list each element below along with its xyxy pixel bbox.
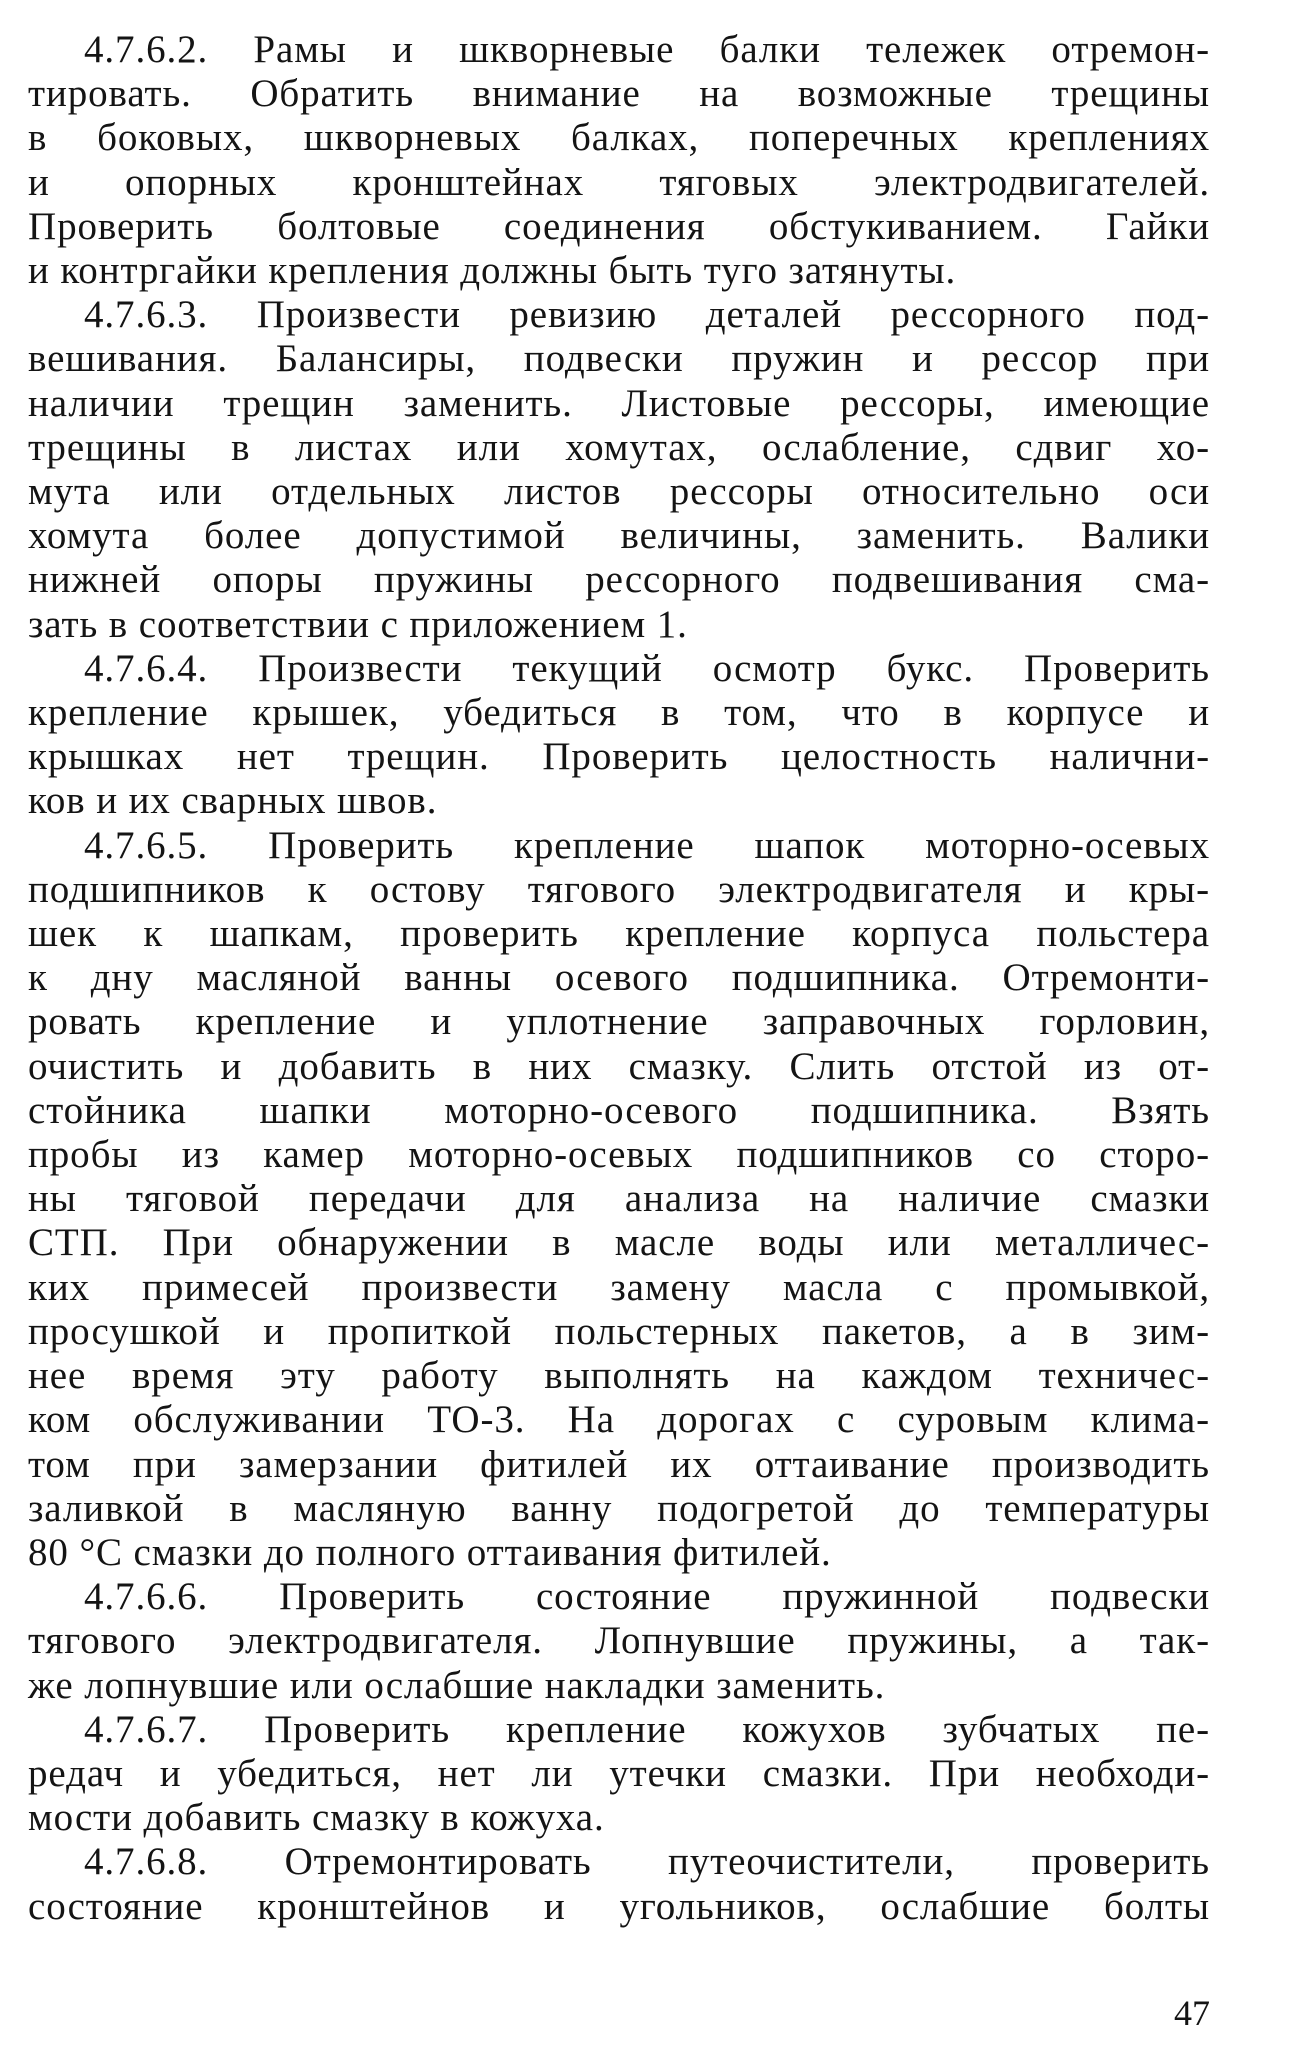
text-line: мута или отдельных листов рессоры относительно оси <box>28 470 1210 514</box>
text-line: нее время эту работу выполнять на каждом техничес- <box>28 1354 1210 1398</box>
text-line: 80 °С смазки до полного оттаивания фитилей. <box>28 1530 832 1574</box>
text-line: хомута более допустимой величины, заменить. Валики <box>28 514 1210 558</box>
text-line: очистить и добавить в них смазку. Слить отстой из от- <box>28 1044 1210 1088</box>
paragraph <box>28 1840 1210 1928</box>
text-line: СТП. При обнаружении в масле воды или металличес- <box>28 1221 1210 1265</box>
text-line: заливкой в масляную ванну подогретой до температуры <box>28 1486 1210 1530</box>
text-line: стойника шапки моторно-осевого подшипника. Взять <box>28 1088 1210 1132</box>
text-line: мости добавить смазку в кожуха. <box>28 1796 605 1840</box>
body-text <box>28 28 1210 1929</box>
text-line: шек к шапкам, проверить крепление корпуса польстера <box>28 912 1210 956</box>
text-line: 4.7.6.2. Рамы и шкворневые балки тележек отремон- <box>84 28 1210 71</box>
text-line: тягового электродвигателя. Лопнувшие пружины, а так- <box>28 1619 1210 1663</box>
text-line: же лопнувшие или ослабшие накладки заменить. <box>28 1663 886 1707</box>
text-line: трещины в листах или хомутах, ослабление, сдвиг хо- <box>28 425 1210 469</box>
text-line: пробы из камер моторно-осевых подшипников со сторо- <box>28 1133 1210 1177</box>
text-line: вешивания. Балансиры, подвески пружин и рессор при <box>28 337 1210 381</box>
paragraph <box>28 1575 1210 1708</box>
text-line: в боковых, шкворневых балках, поперечных креплениях <box>28 116 1210 160</box>
text-line: зать в соответствии с приложением 1. <box>28 602 688 646</box>
text-line: и опорных кронштейнах тяговых электродвигателей. <box>28 160 1210 204</box>
text-line: подшипников к остову тягового электродвигателя и кры- <box>28 867 1210 911</box>
text-line: 4.7.6.6. Проверить состояние пружинной подвески <box>84 1575 1210 1619</box>
text-line: нижней опоры пружины рессорного подвешивания сма- <box>28 558 1210 602</box>
text-line: 4.7.6.3. Произвести ревизию деталей рессорного под- <box>84 293 1210 337</box>
paragraph <box>28 293 1210 647</box>
page-number: 47 <box>1174 1993 1210 2033</box>
text-line: состояние кронштейнов и угольников, ослабшие болты <box>28 1884 1210 1928</box>
text-line: ны тяговой передачи для анализа на наличие смазки <box>28 1177 1210 1221</box>
text-line: просушкой и пропиткой польстерных пакетов, а в зим- <box>28 1309 1210 1353</box>
text-line: и контргайки крепления должны быть туго затянуты. <box>28 249 957 293</box>
text-line: редач и убедиться, нет ли утечки смазки. При необходи- <box>28 1751 1210 1795</box>
text-line: Проверить болтовые соединения обстукиванием. Гайки <box>28 204 1210 248</box>
text-line: наличии трещин заменить. Листовые рессоры, имеющие <box>28 381 1210 425</box>
text-line: тировать. Обратить внимание на возможные трещины <box>28 72 1210 116</box>
paragraph <box>28 28 1210 293</box>
text-line: 4.7.6.8. Отремонтировать путеочистители, проверить <box>84 1840 1210 1884</box>
text-line: ких примесей произвести замену масла с промывкой, <box>28 1265 1210 1309</box>
paragraph <box>28 647 1210 824</box>
text-line: крепление крышек, убедиться в том, что в корпусе и <box>28 691 1210 735</box>
text-line: 4.7.6.4. Произвести текущий осмотр букс. Проверить <box>84 646 1210 690</box>
text-line: 4.7.6.7. Проверить крепление кожухов зубчатых пе- <box>84 1707 1210 1751</box>
text-line: ком обслуживании ТО-3. На дорогах с суровым клима- <box>28 1398 1210 1442</box>
text-line: ков и их сварных швов. <box>28 779 438 823</box>
text-line: 4.7.6.5. Проверить крепление шапок моторно-осевых <box>84 823 1210 867</box>
text-line: крышках нет трещин. Проверить целостность налични- <box>28 735 1210 779</box>
paragraph <box>28 1708 1210 1841</box>
text-line: к дну масляной ванны осевого подшипника. Отремонти- <box>28 956 1210 1000</box>
text-line: ровать крепление и уплотнение заправочных горловин, <box>28 1000 1210 1044</box>
paragraph <box>28 824 1210 1575</box>
text-line: том при замерзании фитилей их оттаивание производить <box>28 1442 1210 1486</box>
